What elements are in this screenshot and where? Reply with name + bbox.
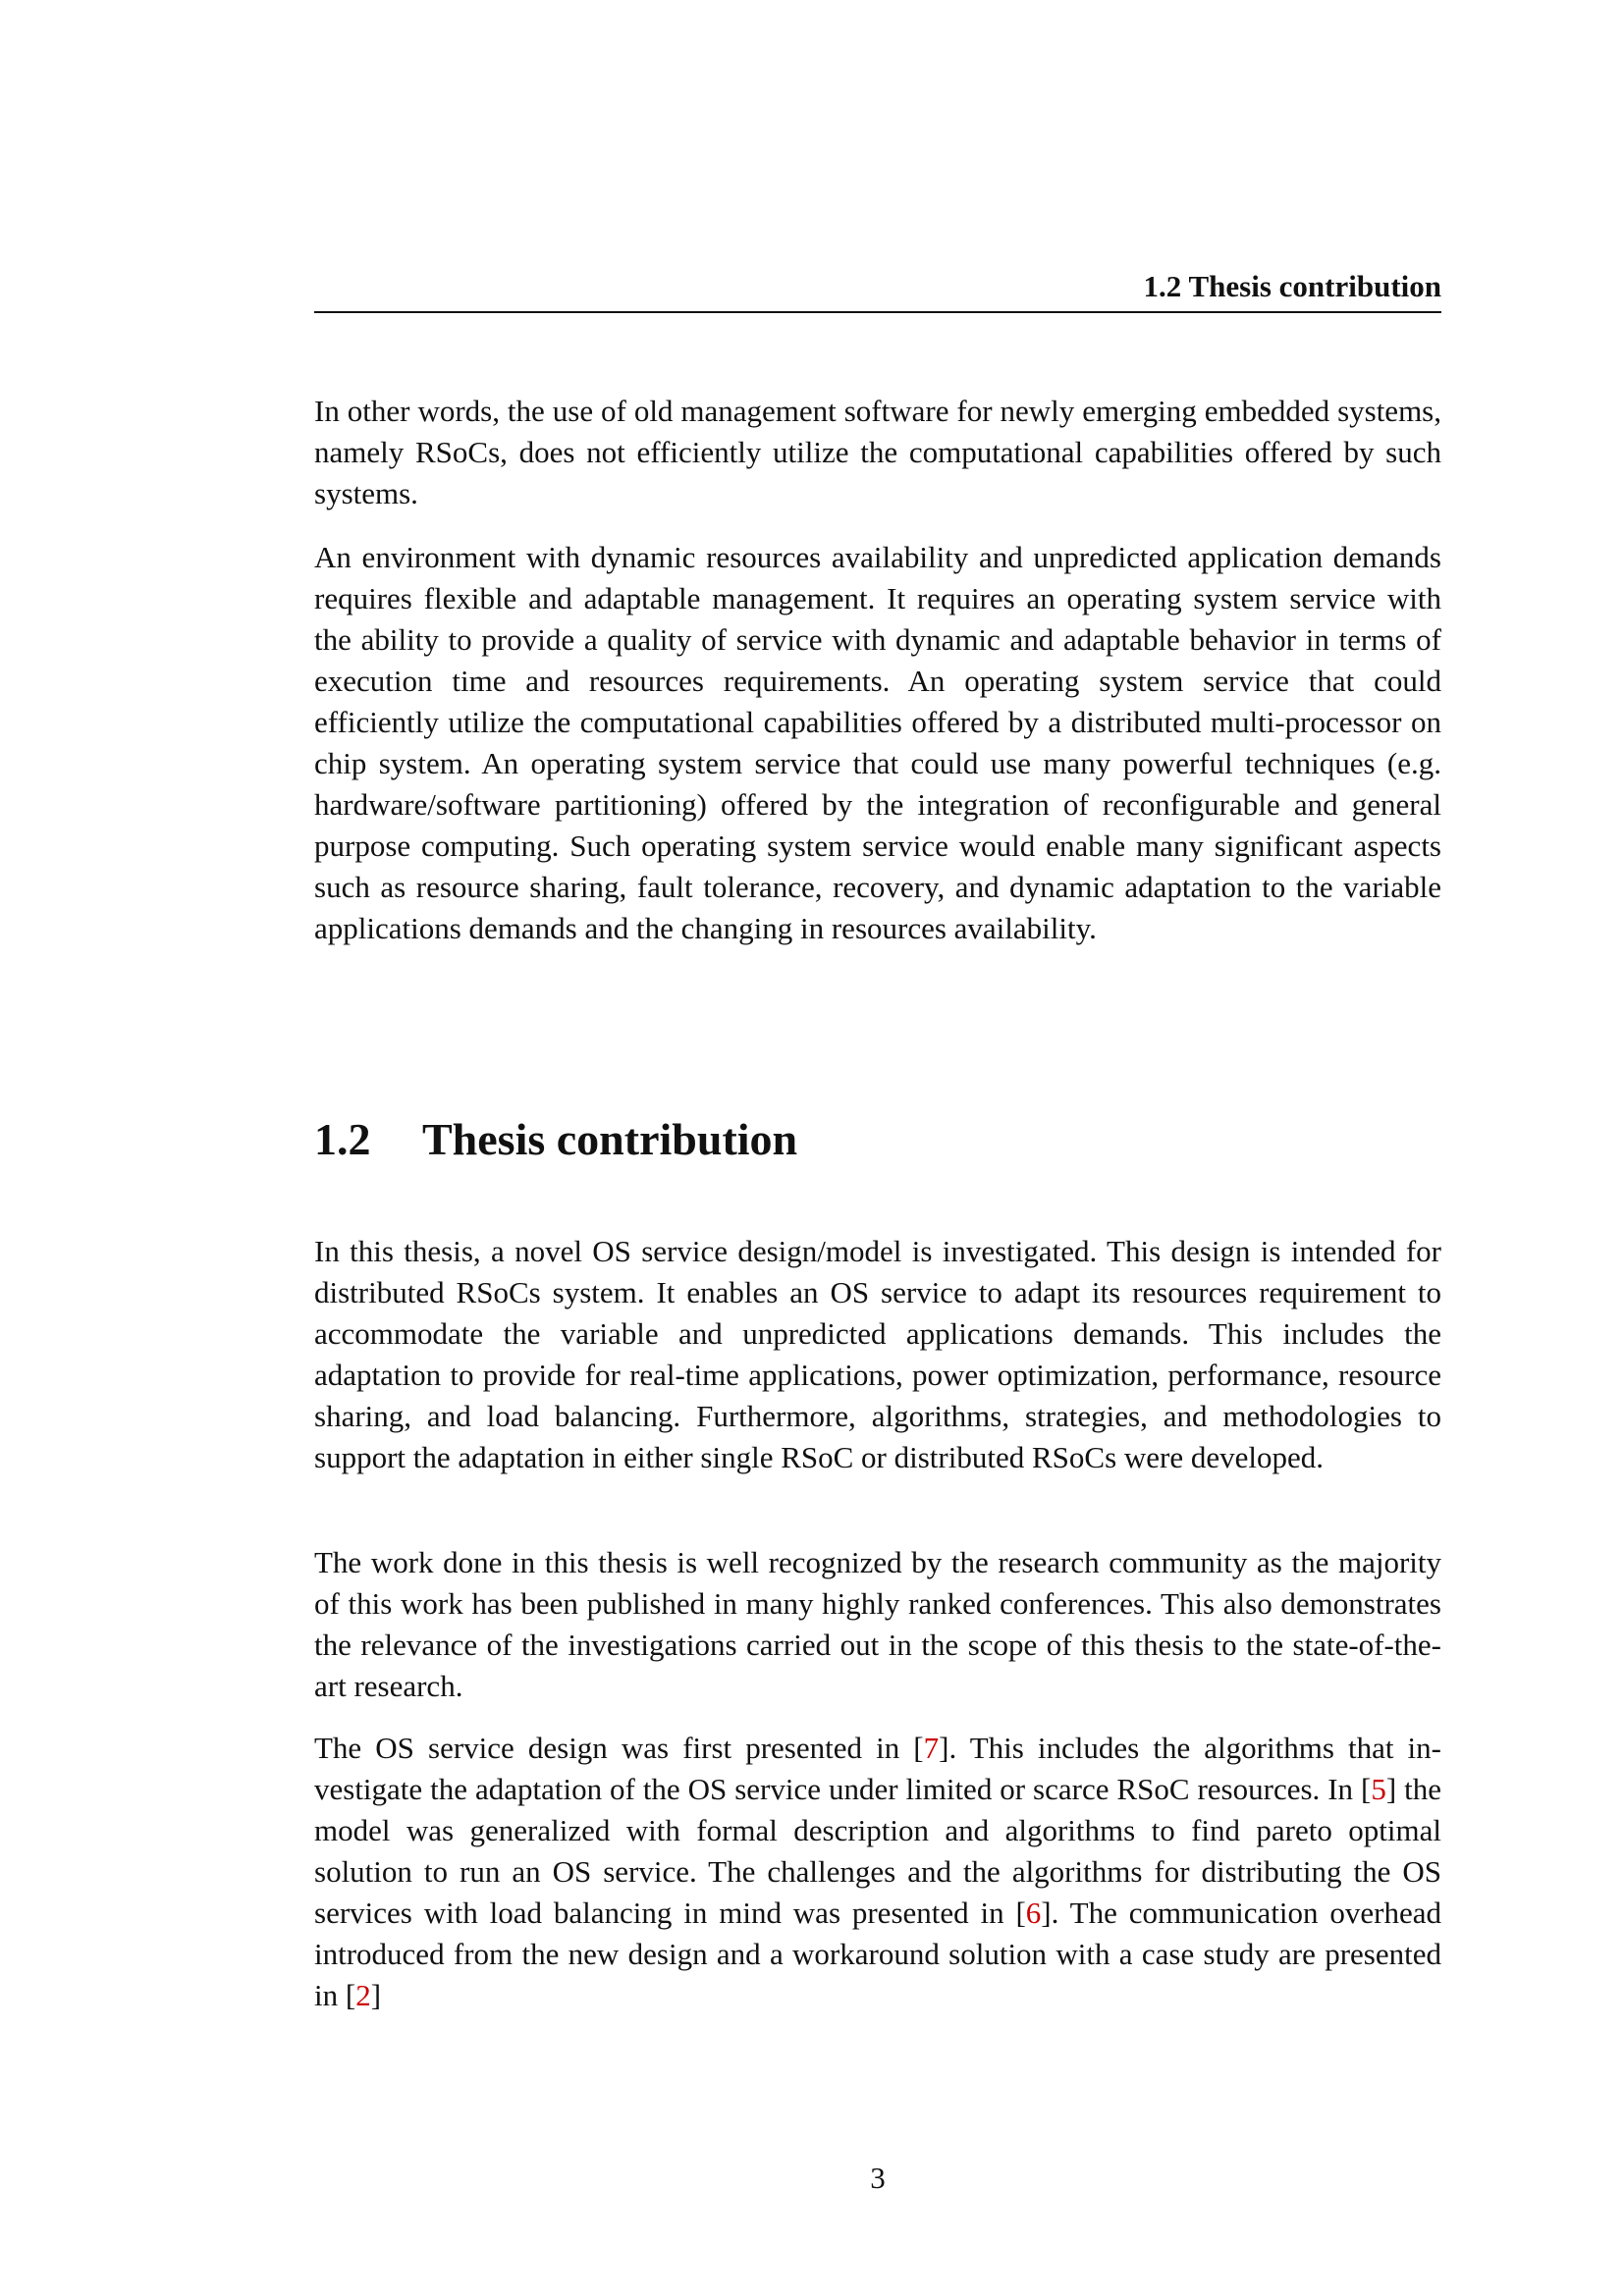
citation-link-2[interactable]: 2 xyxy=(355,1978,371,2012)
citation-link-5[interactable]: 5 xyxy=(1371,1772,1386,1806)
paragraph-5 xyxy=(314,1728,1441,2016)
paragraph-5-text: ] xyxy=(370,1978,382,2012)
paragraph-1: In other words, the use of old management software for newly emerging embedded systems, namely RSoCs, does not efficiently utilize the computational capabilities offered by such systems. xyxy=(314,394,1441,510)
citation-link-7[interactable]: 7 xyxy=(923,1731,940,1765)
paragraph-5-text: ] the model was generalized with formal description and algorithms to find pareto optimal solution to run an OS service. The challenges and the algorithms for distributing the OS services with load balancing in mind was presented in [ xyxy=(314,1772,1441,1930)
page-number: 3 xyxy=(870,2161,886,2195)
paragraph-5-text: ]. This includes the algorithms that investigate the adaptation of the OS service under limited or scarce RSoC resources. In [ xyxy=(314,1731,1441,1806)
citation-link-6[interactable]: 6 xyxy=(1025,1896,1042,1930)
header-rule xyxy=(314,311,1441,313)
paragraph-3: In this thesis, a novel OS service design/model is investigated. This design is intended for distributed RSoCs system. It enables an OS service to adapt its resources requirement to accommodate the variable and unpredicted applications demands. This includes the adaptation to provide for real-time applications, power optimization, performance, resource sharing, and load balancing. Furthermore, algorithms, strategies, and methodologies to support the adaptation in either single RSoC or distributed RSoCs were developed. xyxy=(314,1234,1441,1474)
paragraph-5-text: ]. The communication overhead introduced from the new design and a workaround solution with a case study are presented in [ xyxy=(314,1896,1441,2012)
paragraph-5-text: The OS service design was first presented in [ xyxy=(314,1731,924,1765)
paragraph-2: An environment with dynamic resources availability and unpredicted application demands requires flexible and adaptable management. It requires an operating system service with the ability to provide a quality of service with dynamic and adaptable behavior in terms of execution time and resources requirements. An operating system service that could efficiently utilize the computational capabilities offered by a distributed multi-processor on chip system. An operating system service that could use many powerful techniques (e.g. hardware/software partitioning) offered by the integration of reconfigurable and general purpose computing. Such operating system service would enable many significant aspects such as resource sharing, fault tolerance, recovery, and dynamic adaptation to the variable applications demands and the changing in resources availability. xyxy=(314,540,1441,945)
section-number: 1.2 xyxy=(314,1114,371,1164)
section-title: Thesis contribution xyxy=(422,1114,798,1164)
section-heading xyxy=(314,1110,797,1169)
paragraph-4: The work done in this thesis is well recognized by the research community as the majority of this work has been published in many highly ranked conferences. This also demonstrates the relevance of the investigations carried out in the scope of this thesis to the state-of-the-art research. xyxy=(314,1545,1441,1703)
running-header: 1.2 Thesis contribution xyxy=(1143,269,1441,303)
